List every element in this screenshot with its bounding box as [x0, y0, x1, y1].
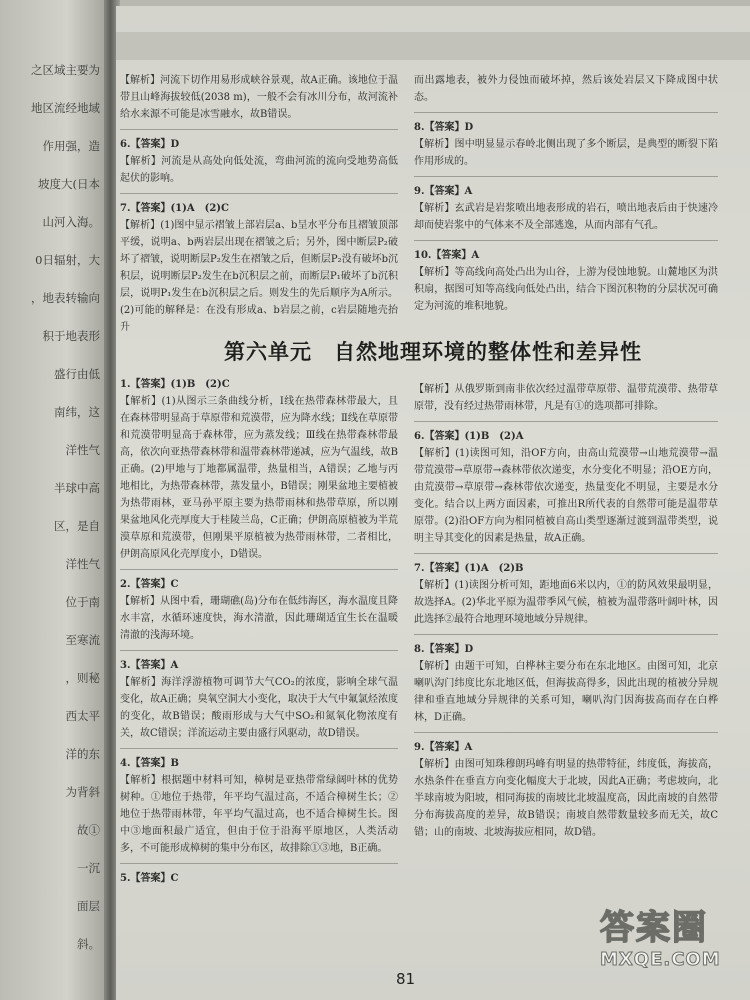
answer-line: 8.【答案】D: [414, 122, 474, 133]
previous-page-text: 至寒流: [65, 633, 100, 647]
answer-block: [120, 200, 398, 336]
previous-page-text: 西太平: [65, 709, 100, 723]
answer-block: [120, 576, 398, 644]
explanation-text: 【解析】从俄罗斯到南非依次经过温带草原带、温带荒漠带、热带草原带，没有经过热带雨林带，凡是有①的选项都可排除。: [414, 384, 718, 412]
previous-page-text: 南纬，这: [54, 405, 100, 419]
watermark-url: MXQE.COM: [600, 949, 721, 970]
lower-left-column: [120, 376, 398, 893]
answer-block: [414, 739, 718, 841]
answer-page: [116, 6, 750, 1000]
previous-page-text: 一沉: [77, 861, 100, 875]
answer-line: 6.【答案】(1)B (2)A: [414, 431, 524, 442]
explanation-text: 【解析】图中明显显示春岭北侧出现了多个断层，是典型的断裂下陷作用形成的。: [414, 139, 718, 167]
answer-line: 9.【答案】A: [414, 186, 473, 197]
answer-line: 5.【答案】C: [120, 873, 179, 884]
answer-line: 7.【答案】(1)A (2)C: [120, 203, 229, 214]
previous-page-text: ，地表转输向: [31, 291, 100, 305]
block-divider: [414, 421, 718, 422]
explanation-text: 【解析】河流是从高处向低处流，弯曲河流的流向受地势高低起伏的影响。: [120, 156, 398, 184]
explanation-text: 【解析】等高线向高处凸出为山谷，上游为侵蚀地貌。山麓地区为洪积扇，据图可知等高线向低处凸出，结合下图沉积物的分层状况可确定为河流的堆积地貌。: [414, 267, 718, 312]
previous-page-text: 斜。: [77, 937, 100, 951]
answer-line: 2.【答案】C: [120, 579, 179, 590]
answer-block: [120, 136, 398, 187]
block-divider: [120, 863, 398, 864]
previous-page-text: 之区域主要为: [31, 63, 100, 77]
block-divider: [120, 748, 398, 749]
answer-line: 4.【答案】B: [120, 758, 179, 769]
explanation-text: 而出露地表，被外力侵蚀而破坏掉，然后该处岩层又下降成图中状态。: [414, 75, 718, 103]
explanation-text: 【解析】海洋浮游植物可调节大气CO₂的浓度，影响全球气温变化，故A正确；臭氧空洞大小变化，取决于大气中氟氯烃浓度的变化，故B错误；酸雨形成与大气中SO₂和氮氧化物浓度有关，故C错误；洋流运动主要由盛行风驱动，故D错误。: [120, 677, 398, 739]
answer-line: 7.【答案】(1)A (2)B: [414, 563, 524, 574]
previous-page-text: 积于地表形: [42, 329, 100, 343]
explanation-text: 【解析】由题干可知，白桦林主要分布在东北地区。由图可知，北京喇叭沟门纬度比东北地区低，但海拔高得多，因此出现的植被分异规律和垂直地域分异规律的关系可知，喇叭沟门因海拔高而存在白桦林，D正确。: [414, 661, 718, 723]
previous-page-text: 位于南: [65, 595, 100, 609]
explanation-text: 【解析】河流下切作用易形成峡谷景观，故A正确。该地位于温带且山峰海拔较低(2038 m)，一般不会有冰川分布，故河流补给水来源不可能是冰雪融水，故B错误。: [120, 75, 398, 120]
previous-page-text: 为背斜: [65, 785, 100, 799]
previous-page-text: 洋性气: [65, 443, 100, 457]
previous-page: [0, 0, 112, 1000]
upper-left-column: [120, 72, 398, 342]
answer-block: [414, 72, 718, 106]
unit-title: 第六单元 自然地理环境的整体性和差异性: [224, 340, 642, 364]
answer-line: 6.【答案】D: [120, 139, 180, 150]
previous-page-text: 面层: [77, 899, 100, 913]
answer-block: [120, 870, 398, 887]
answer-block: [414, 381, 718, 415]
unit-title-row: [116, 332, 750, 372]
answer-block: [120, 376, 398, 563]
explanation-text: 【解析】(1)图中显示褶皱上部岩层a、b呈水平分布且褶皱顶部平缓，说明a、b两岩层出现在褶皱之后；另外，图中断层P₂破坏了褶皱，说明断层P₂发生在褶皱之后，但断层P₂没有破坏b沉积层，说明断层P₂发生在b沉积层之前，而断层P₁破坏了b沉积层，说明P₁发生在b沉积层之后。则发生的先后顺序为A所示。(2)可能的解释是：在没有形成a、b岩层之前，c岩层随地壳抬升: [120, 220, 398, 333]
block-divider: [414, 553, 718, 554]
block-divider: [120, 193, 398, 194]
previous-page-text: 坡度大(日本: [38, 177, 100, 191]
previous-page-text: 0日辐射，大: [35, 253, 100, 267]
previous-page-text: 洋的东: [65, 747, 100, 761]
block-divider: [120, 129, 398, 130]
answer-line: 1.【答案】(1)B (2)C: [120, 379, 230, 390]
page-header-band: [116, 32, 750, 60]
answer-block: [120, 657, 398, 742]
explanation-text: 【解析】从图中看，珊瑚礁(岛)分布在低纬海区，海水温度且降水丰富，水循环速度快，海水清澈，因此珊瑚适宜生长在温暖清澈的浅海环境。: [120, 596, 398, 641]
block-divider: [414, 176, 718, 177]
answer-block: [120, 755, 398, 857]
watermark-logo: 答案圈: [600, 908, 708, 948]
lower-right-column: [414, 381, 718, 847]
block-divider: [120, 650, 398, 651]
block-divider: [414, 634, 718, 635]
block-divider: [414, 112, 718, 113]
explanation-text: 【解析】(1)读图可知，沿OF方向，由高山荒漠带→山地荒漠带→温带荒漠带→草原带→森林带依次递变，水分变化不明显；沿OE方向，由荒漠带→草原带→森林带依次递变，热量变化不明显，主要是水分变化。结合以上两方面因素，可推出R所代表的自然带可能是温带草原带。(2)沿OF方向为相同植被自高山类型逐渐过渡到温带类型，说明主导其变化的因素是热量，故A正确。: [414, 448, 718, 544]
previous-page-text: 洋性气: [65, 557, 100, 571]
answer-block: [414, 560, 718, 628]
answer-block: [120, 72, 398, 123]
answer-block: [414, 183, 718, 234]
answer-line: 9.【答案】A: [414, 742, 473, 753]
previous-page-text: ，则秘: [65, 671, 100, 685]
block-divider: [414, 240, 718, 241]
block-divider: [414, 732, 718, 733]
answer-line: 8.【答案】D: [414, 644, 474, 655]
previous-page-text: 半球中高: [54, 481, 100, 495]
explanation-text: 【解析】玄武岩是岩浆喷出地表形成的岩石，喷出地表后由于快速冷却而使岩浆中的气体来不及全部逃逸，从而内部有气孔。: [414, 203, 718, 231]
previous-page-text: 地区流经地域: [31, 101, 100, 115]
previous-page-text: 山河入海。: [42, 215, 100, 229]
page-number: 81: [396, 970, 416, 988]
answer-line: 10.【答案】A: [414, 250, 480, 261]
previous-page-text: 区，是自: [54, 519, 100, 533]
answer-block: [414, 428, 718, 547]
answer-line: 3.【答案】A: [120, 660, 179, 671]
watermark: [600, 900, 740, 990]
explanation-text: 【解析】(1)从图示三条曲线分析，Ⅰ线在热带森林带最大，且在森林带明显高于草原带和荒漠带，应为降水线；Ⅱ线在草原带和荒漠带明显高于森林带，应为蒸发线；Ⅲ线在热带森林带最高，依次向亚热带森林带和温带森林带递减，应为气温线，故B正确。(2)甲地与丁地都属温带，热量相当，A错误；乙地与丙地相比，为热带森林带，蒸发量小，B错误；刚果盆地主要植被为热带雨林，亚马孙平原主要为热带雨林和热带草原，所以刚果盆地风化壳厚度大于桂陵兰岛，C正确；伊朗高原植被为半荒漠草原和荒漠带，但刚果平原植被为热带雨林带，二者相比，伊朗高原风化壳厚度小，D错误。: [120, 396, 398, 560]
previous-page-text: 作用强，造: [42, 139, 100, 153]
upper-right-column: [414, 72, 718, 321]
previous-page-text: 盛行由低: [54, 367, 100, 381]
explanation-text: 【解析】(1)读图分析可知，距地面6米以内，①的防风效果最明显，故选择A。(2)华北平原为温带季风气候，植被为温带落叶阔叶林，因此选择②最符合地理环境地域分异规律。: [414, 580, 718, 625]
answer-block: [414, 119, 718, 170]
answer-block: [414, 247, 718, 315]
block-divider: [120, 569, 398, 570]
explanation-text: 【解析】根据题中材料可知，樟树是亚热带常绿阔叶林的优势树种。①地位于热带，年平均气温过高，不适合樟树生长；②地位于热带雨林带，年平均气温过高，也不适合樟树生长。图中③地面积最广适宜，但由于位于沿海平原地区，人类活动多，不可能形成樟树的集中分布区，故排除①③地，B正确。: [120, 775, 398, 854]
answer-block: [414, 641, 718, 726]
explanation-text: 【解析】由图可知珠穆朗玛峰有明显的热带特征，纬度低，海拔高，水热条件在垂直方向变化幅度大于北坡，因此A正确；考虑坡向，北半球南坡为阳坡，相同海拔的南坡比北坡温度高，因此南坡的自然带分布海拔高度的差异，故B错误；南坡自然带数量较多而无关，故C错；山的南坡、北坡海拔应相同，故D错。: [414, 759, 718, 838]
previous-page-text: 故①: [77, 823, 100, 837]
